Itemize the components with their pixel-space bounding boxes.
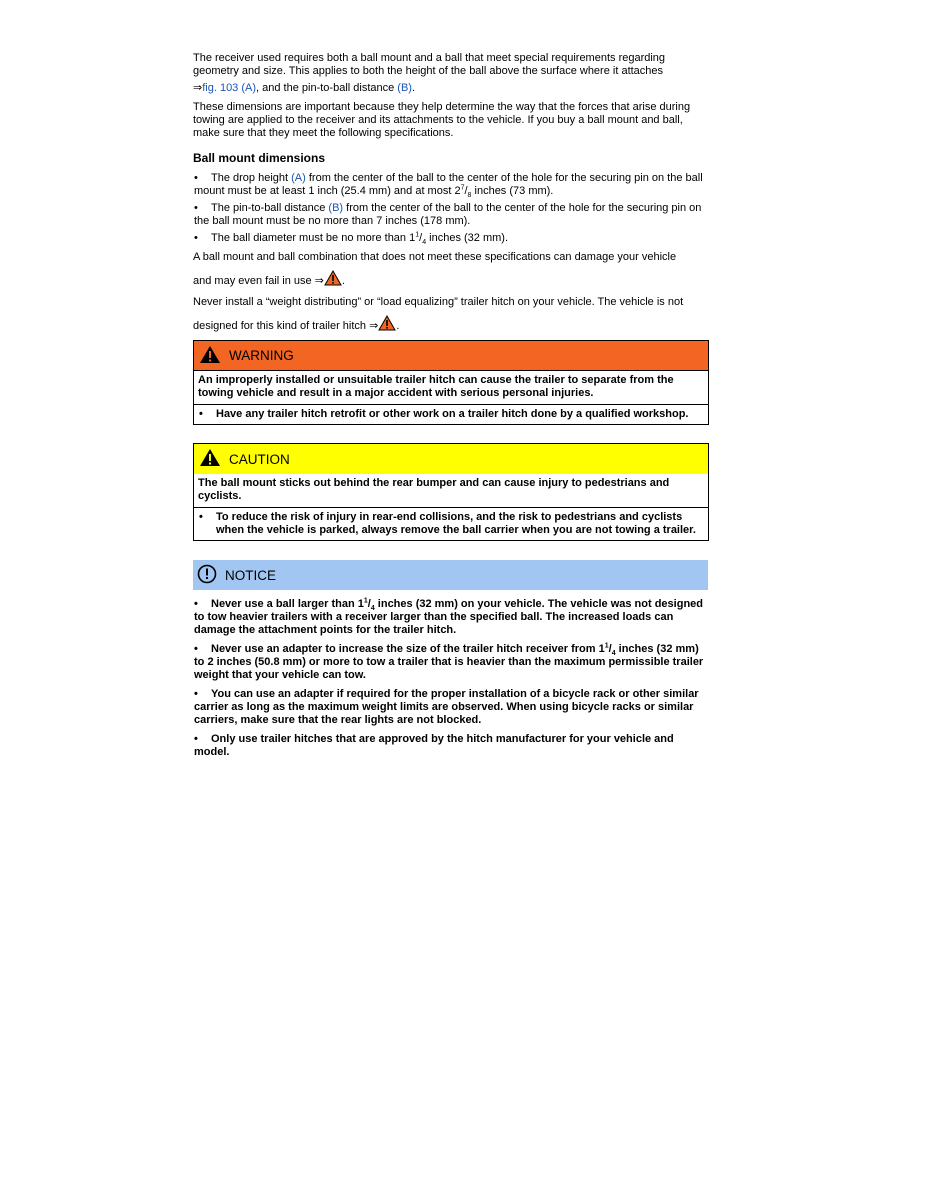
caution-header [194,444,708,474]
caution-bullet: • To reduce the risk of injury in rear-end collisions, and the risk to pedestrians and cyclists when the vehicle is parked, always remove the ball carrier when you are not towing a trailer. [194,507,708,537]
warning-bullet: • Have any trailer hitch retrofit or other work on a trailer hitch done by a qualified workshop. [194,404,708,421]
intro-paragraph-1: The receiver used requires both a ball mount and a ball that meet special requirements regarding geometry and size. This applies to both the height of the ball above the surface where it attaches ⇒fig. 103 (A), and the pin-to-ball distance (B). [193,52,666,94]
notice-item: • Never use an adapter to increase the size of the trailer hitch receiver from $1^1/_4$ inches (32 mm) to 2 inches (50.8 mm) or more to tow a trailer that is heavier than the maximum permissible trailer weight that your vehicle can tow. [194,642,704,681]
intro-section [193,52,709,140]
list-item: • The drop height (A) from the center of the ball to the center of the hole for the securing pin on the ball mount must be at least 1 inch (25.4 mm) and at most $2^7/_8$ inches (73 mm). [194,172,703,200]
intro-text: The receiver used requires both a ball mount and a ball that meet special requirements regarding geometry and size. This applies to both the height of the ball above the surface where it attaches [193,52,666,77]
hitch-paragraph: Never install a “weight distributing” or “load equalizing” trailer hitch on your vehicle. The vehicle is not [193,296,684,308]
notice-title: NOTICE [225,567,277,583]
notice-item: • You can use an adapter if required for the proper installation of a bicycle rack or other similar carrier as long as the maximum weight limits are observed. When using bicycle racks or similar carriers, make sure that the rear lights are not blocked. [194,688,699,726]
figure-link[interactable]: fig. 103 (A) [202,82,257,94]
notice-item: • Only use trailer hitches that are approved by the hitch manufacturer for your vehicle and model. [194,733,674,758]
list-item: • The ball diameter must be no more than $1^1/_4$ inches (32 mm). [194,231,509,247]
warning-box [193,340,709,425]
dimension-b-link[interactable]: (B) [397,82,412,94]
specs-paragraph: A ball mount and ball combination that does not meet these specifications can damage your vehicle [193,251,677,263]
caution-triangle-icon [199,448,221,470]
warning-title: WARNING [229,348,294,363]
warning-text: An improperly installed or unsuitable trailer hitch can cause the trailer to separate from the towing vehicle and result in a major accident with serious personal injuries. [198,374,674,399]
intro-paragraph-2: These dimensions are important because they help determine the way that the forces that arise during towing are applied to the receiver and its attachments to the vehicle. If you buy a ball mount and ball, make sure that they meet the following specifications. [193,101,691,139]
ball-mount-section: Ball mount dimensions • The drop height (A) from the center of the ball to the center of the hole for the securing pin on the ball mount must be at least 1 inch (25.4 mm) and at most $2^7/_8$ inches (73 mm). • The pin-to-ball distance (B) from the center of the ball to the center of the hole for the securing pin on the ball mount must be no more than 7 inches (178 mm). • The ball diameter must be no more than $1^1/_4$ inches (32 mm). A ball mount and ball combination that does not meet these specifications can damage your vehicle and may even fail in use ⇒ . Never install a “weight distributing” or “load equalizing” trailer hitch on your vehicle. The vehicle is not designed for this kind of trailer hitch ⇒ . [193,152,709,335]
caution-text: The ball mount sticks out behind the rear bumper and can cause injury to pedestrians and cyclists. [198,477,670,502]
section-heading: Ball mount dimensions [193,151,326,165]
notice-body [193,598,709,765]
dimension-b-link[interactable]: (B) [328,202,344,214]
notice-header [193,560,708,590]
caution-title: CAUTION [229,451,290,467]
warning-triangle-icon[interactable] [378,315,396,335]
warning-triangle-icon[interactable] [324,270,342,290]
reference-arrow: ⇒ [193,82,203,94]
exclamation-circle-icon [197,564,217,587]
caution-box [193,443,709,541]
warning-triangle-icon [199,345,221,367]
list-item: • The pin-to-ball distance (B) from the center of the ball to the center of the hole for the securing pin on the ball mount must be no more than 7 inches (178 mm). [194,202,702,227]
warning-header [194,341,708,370]
notice-item: • Never use a ball larger than $1^1/_4$ inches (32 mm) on your vehicle. The vehicle was not designed to tow heavier trailers with a receiver larger than the specified ball. The increased loads can damage the attachment points for the trailer hitch. [194,597,703,636]
dimension-a-link[interactable]: (A) [291,172,306,184]
